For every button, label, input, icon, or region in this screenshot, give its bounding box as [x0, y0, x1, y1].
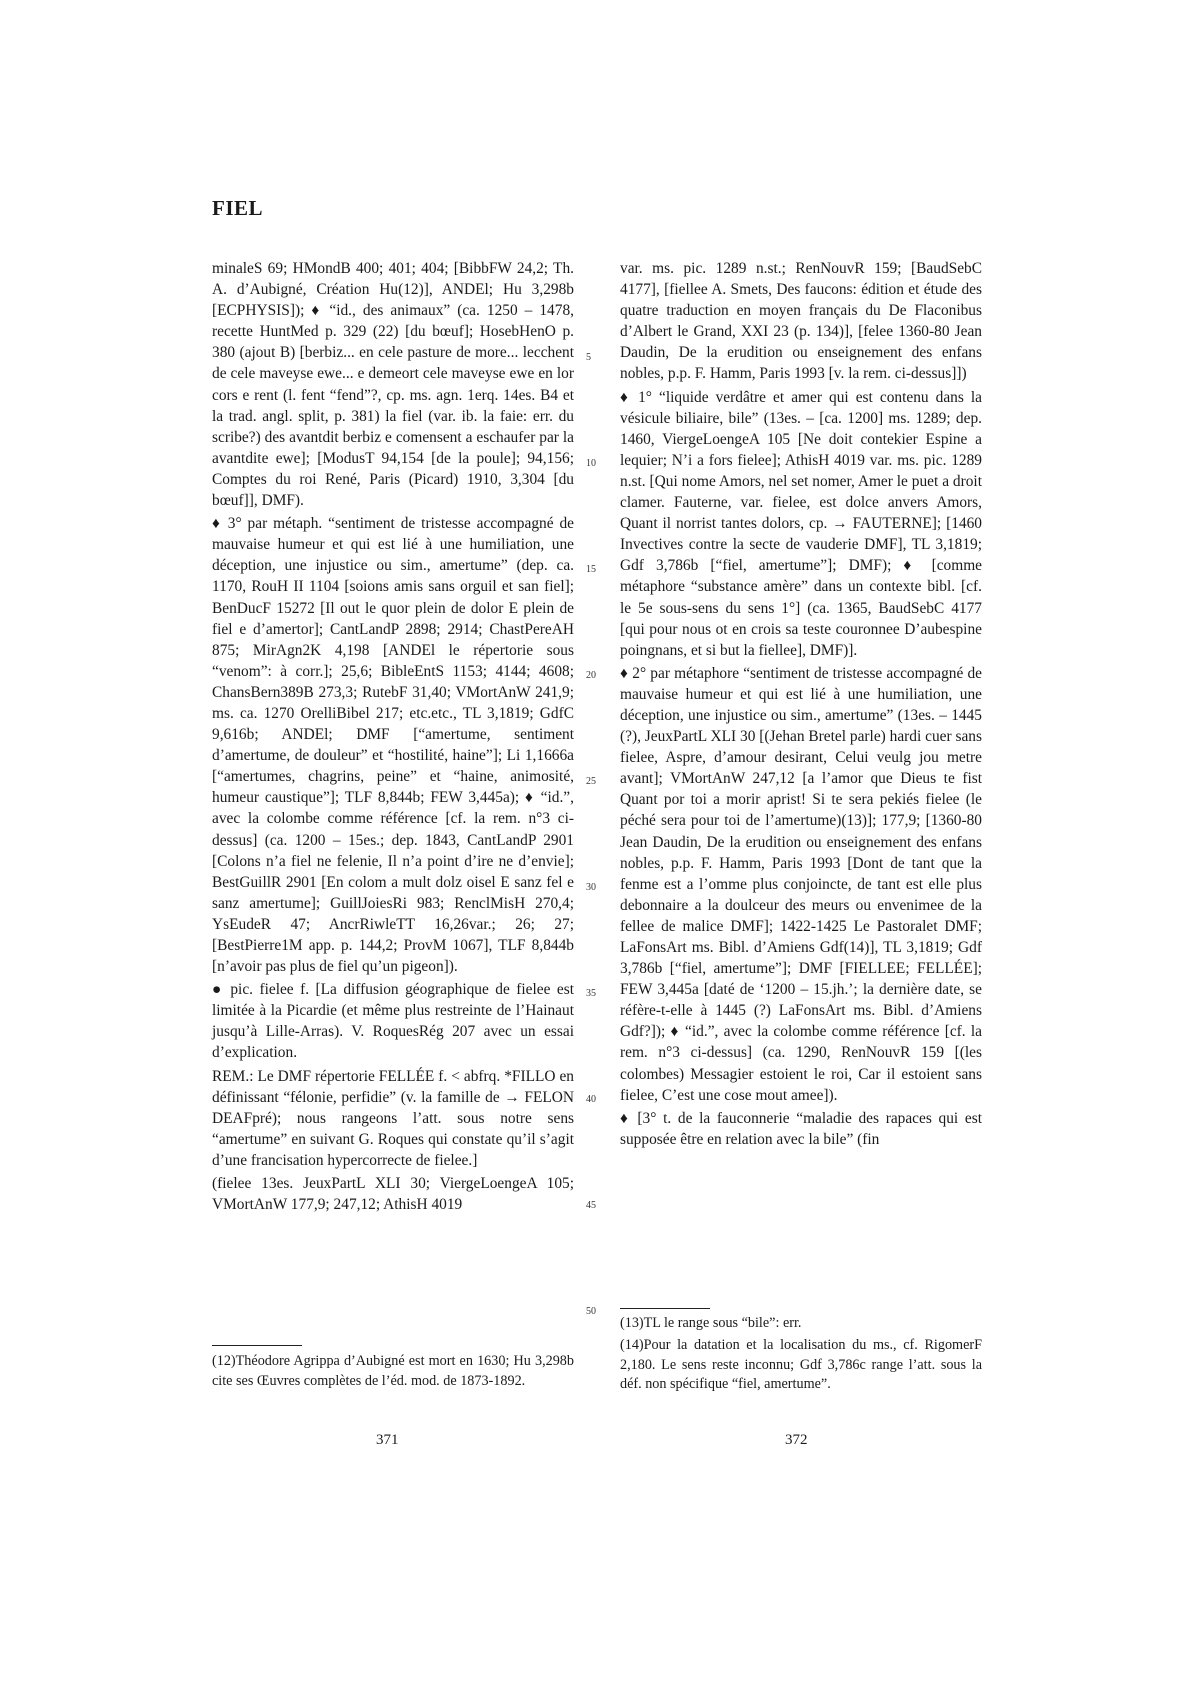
left-paragraph-2: ♦ 3° par métaph. “sentiment de tristesse accompagné de mauvaise humeur et qui est lié à une humiliation, une déception, une injustice ou sim., amertume” (dep. ca. 1170, RouH II 1104 [soions amis sans orguil et san fiel]; BenDucF 15272 [Il out le quor plein de dolor E plein de fiel e d’amertor]; CantLandP 2898; 2914; ChastPereAH 875; MirAgn2K 4,198 [ANDEl le répertorie sous “venom”: à corr.]; 25,6; BibleEntS 1153; 4144; 4608; ChansBern389B 273,3; RutebF 31,40; VMortAnW 241,9; ms. ca. 1270 OrelliBibel 217; etc.etc., TL 3,1819; GdfC 9,616b; ANDEl; DMF [“amertume, sentiment d’amertume, de douleur” et “hostilité, haine”]; Li 1,1666a [“amertumes, chagrins, peine” et “haine, animosité, humeur caustique”]; TLF 8,844b; FEW 3,445a); ♦ “id.”, avec la colombe comme référence [cf. la rem. n°3 ci-dessus] (ca. 1200 – 15es.; dep. 1843, CantLandP 2901 [Colons n’a fiel ne felenie, Il n’a point d’ire ne d’envie]; BestGuillR 2901 [En colom a mult dolz oisel E sanz fel e sanz amertume]; GuillJoiesRi 983; RenclMisH 270,4; YsEudeR 47; AncrRiwleTT 16,26var.; 26; 27; [BestPierre1M app. p. 144,2; ProvM 1067], TLF 8,844b [n’avoir pas plus de fiel qu’un pigeon]).	[212, 515, 574, 976]
line-number: 15	[586, 564, 596, 575]
footnote-divider	[212, 1345, 302, 1346]
footnote-12: (12)Théodore Agrippa d’Aubigné est mort en 1630; Hu 3,298b cite ses Œuvres complètes de l’éd. mod. de 1873-1892.	[212, 1353, 574, 1389]
line-number: 20	[586, 670, 596, 681]
line-number-gutter	[586, 258, 610, 1318]
left-paragraph-5: (fielee 13es. JeuxPartL XLI 30; ViergeLoengeA 105; VMortAnW 177,9; 247,12; AthisH 4019	[212, 1175, 574, 1214]
line-number: 25	[586, 776, 596, 787]
left-column	[212, 258, 574, 1215]
left-paragraph-4: REM.: Le DMF répertorie FELLÉE f. < abfrq. *FILLO en définissant “félonie, perfidie” (v. la famille de → FELON DEAFpré); nous rangeons l’att. sous notre sens “amertume” en suivant G. Roques qui constate qu’il s’agit d’une francisation hypercorrecte de fielee.]	[212, 1067, 574, 1169]
line-number: 40	[586, 1094, 596, 1105]
line-number: 45	[586, 1200, 596, 1211]
right-paragraph-3: ♦ 2° par métaphore “sentiment de tristesse accompagné de mauvaise humeur et qui est lié à une humiliation, une déception, une injustice ou sim., amertume” (13es. – 1445 (?), JeuxPartL XLI 30 [(Jehan Bretel parle) hardi cuer sans fielee, Aspre, d’amour desirant, Celui veulg jou metre avant]; VMortAnW 247,12 [a l’amor que Dieus te fist Quant por toi a morir aprist! Si te sera pekiés fielee (le péché sera pour toi de l’amertume)(13)]; 177,9; [1360-80 Jean Daudin, De la erudition ou enseignement des enfans nobles, p.p. F. Hamm, Paris 1993 [Dont de tant que la fenme est a l’omme plus conjoincte, de tant est elle plus debonnaire a la doulceur des meurs ou envenimee de la fellee de malice DMF]; 1422-1425 Le Pastoralet DMF; LaFonsArt ms. Bibl. d’Amiens Gdf(14)], TL 3,1819; Gdf 3,786b [“fiel, amertume”]; DMF [FIELLEE; FELLÉE]; FEW 3,445a [daté de ‘1200 – 15.jh.’; la dernière date, se réfère-t-elle à 1445 (?) LaFonsArt ms. Bibl. d’Amiens Gdf?]); ♦ “id.”, avec la colombe comme référence [cf. la rem. n°3 ci-dessus] (ca. 1290, RenNouvR 159 [(les colombes) Messagier estoient le roi, Car il estoient sans fielee, C’est une cose mout amee]).	[620, 664, 982, 1104]
left-paragraph-1: minaleS 69; HMondB 400; 401; 404; [BibbFW 24,2; Th. A. d’Aubigné, Création Hu(12)], ANDEl; Hu 3,298b [ECPHYSIS]); ♦ “id., des animaux” (ca. 1250 – 1478, recette HuntMed p. 329 (22) [du bœuf]; HosebHenO p. 380 (ajout B) [berbiz... en cele pasture de more... lecchent de cele maveyse ewe... e demeort cele maveyse ewe en lor cors e rent (l. fent “fend”?, cp. ms. agn. 1erq. 14es. B4 et la trad. angl. split, p. 381) la fiel (var. ib. la faie: err. du scribe?) des avantdit berbiz e comensent a eschaufer par la avantdite ewe]; [ModusT 94,154 [de la poule]; 94,156; Comptes du roi René, Paris (Picard) 1910, 3,304 [du bœuf]], DMF).	[212, 260, 574, 510]
line-number: 5	[586, 352, 591, 363]
line-number: 35	[586, 988, 596, 999]
line-number: 30	[586, 882, 596, 893]
footnote-divider	[620, 1308, 710, 1309]
left-paragraph-3: ● pic. fielee f. [La diffusion géographique de fielee est limitée à la Picardie (et même plus restreinte de l’Hainaut jusqu’à Lille-Arras). V. RoquesRég 207 avec un essai d’explication.	[212, 981, 574, 1062]
line-number: 50	[586, 1306, 596, 1317]
right-paragraph-1: var. ms. pic. 1289 n.st.; RenNouvR 159; [BaudSebC 4177], [fiellee A. Smets, Des faucons: édition et étude des quatre traduction en moyen français du De Flaconibus d’Albert le Grand, XXI 23 (p. 134)], [felee 1360-80 Jean Daudin, De la erudition ou enseignement des enfans nobles, p.p. F. Hamm, Paris 1993 [v. la rem. ci-dessus]])	[620, 260, 982, 383]
right-column	[620, 258, 982, 1150]
right-paragraph-4: ♦ [3° t. de la fauconnerie “maladie des rapaces qui est supposée être en relation avec la bile” (fin	[620, 1109, 982, 1148]
page-title: FIEL	[212, 196, 264, 220]
page-number-left: 371	[376, 1432, 399, 1448]
page-number-right: 372	[785, 1432, 808, 1448]
footnote-13: (13)TL le range sous “bile”: err.	[620, 1315, 802, 1331]
line-number: 10	[586, 458, 596, 469]
right-paragraph-2: ♦ 1° “liquide verdâtre et amer qui est contenu dans la vésicule biliaire, bile” (13es. – [ca. 1200] ms. 1289; dep. 1460, ViergeLoengeA 105 [Ne doit contekier Espine a lequier; N’i a fors fielee]; AthisH 4019 var. ms. pic. 1289 n.st. [Qui nome Amors, nel set nomer, Amer le puet a droit clamer. Fauterne, var. fielee, est dolce anvers Amors, Quant il norrist tantes dolors, cp. → FAUTERNE]; [1460 Invectives contre la secte de vauderie DMF], TL 3,1819; Gdf 3,786b [“fiel, amertume”]; DMF); ♦ [comme métaphore “substance amère” dans un contexte bibl. [cf. le 5e sous-sens du sens 1°] (ca. 1365, BaudSebC 4177 [qui pour nous ot en crois sa teste couronnee D’aubespine poingnans, et si but la fiellee], DMF)].	[620, 388, 982, 659]
footnote-14: (14)Pour la datation et la localisation du ms., cf. RigomerF 2,180. Le sens reste inconnu; Gdf 3,786c range l’att. sous la déf. non spécifique “fiel, amertume”.	[620, 1337, 982, 1392]
